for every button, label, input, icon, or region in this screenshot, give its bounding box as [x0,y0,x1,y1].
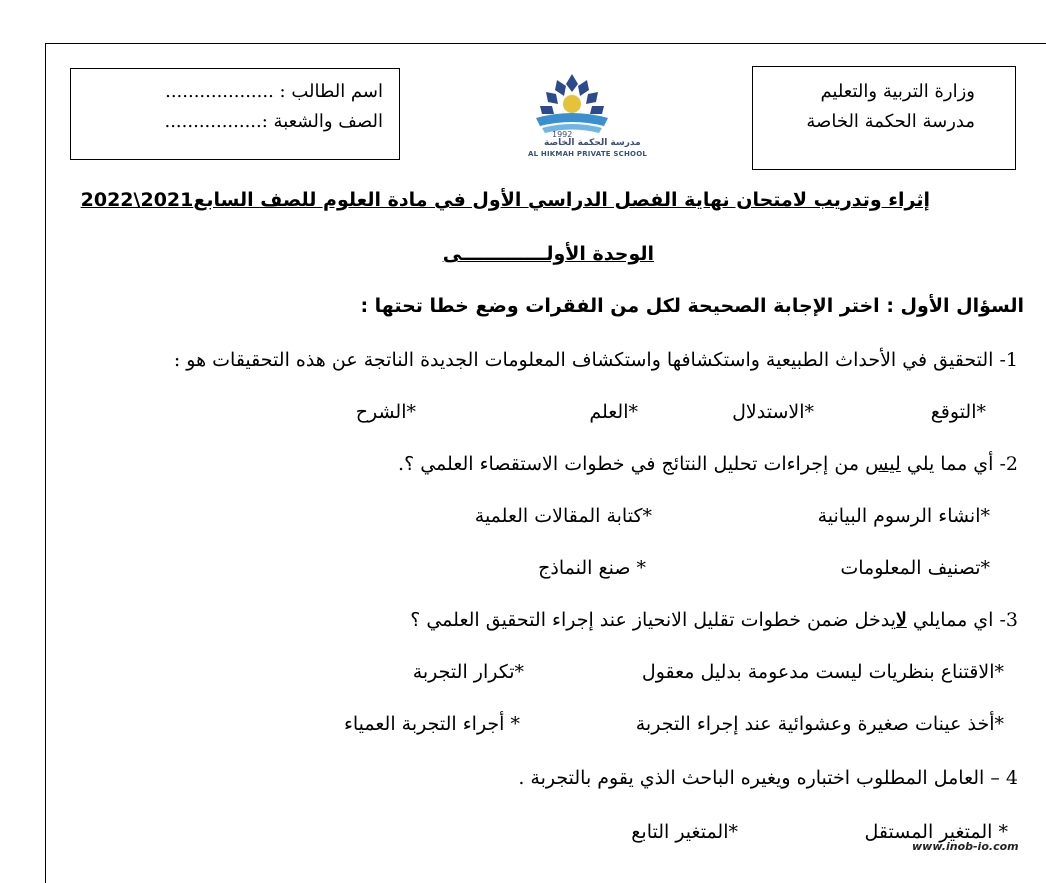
ministry-box [752,66,1016,170]
question-1-text: 1- التحقيق في الأحداث الطبيعية واستكشافها واستكشاف المعلومات الجديدة الناتجة عن هذه التحقيقات هو : [173,349,1018,371]
question-3-text-start: 3- اي ممايلي [906,609,1018,631]
question-2-emphasis: ليس [865,453,901,475]
student-info-box [70,68,400,160]
question-3-option-a[interactable]: *الاقتناع بنظريات ليست مدعومة بدليل معقول [641,661,1004,683]
question-3-text-end: يدخل ضمن خطوات تقليل الانحياز عند إجراء التحقيق العلمي ؟ [410,609,896,631]
question-2-option-b[interactable]: *كتابة المقالات العلمية [474,505,652,527]
question-2-text-end: من إجراءات تحليل النتائج في خطوات الاستقصاء العلمي ؟. [398,453,866,475]
logo-english-name: AL HIKMAH PRIVATE SCHOOL [528,150,648,158]
logo-emblem-icon [536,74,608,133]
question-4-option-b[interactable]: *المتغير التابع [631,821,738,843]
question-2-text-start: 2- أي مما يلي [900,453,1018,475]
question-3-option-d[interactable]: * أجراء التجربة العمياء [343,713,520,735]
question-4-option-a[interactable]: * المتغير المستقل [864,821,1008,843]
question-1-option-d[interactable]: *الشرح [355,401,416,423]
question-3-text [410,606,1018,634]
question-heading: السؤال الأول : اختر الإجابة الصحيحة لكل من الفقرات وضع خطا تحتها : [360,295,1024,317]
question-3-emphasis: لا [896,609,907,631]
question-2-option-d[interactable]: * صنع النماذج [538,557,646,579]
ministry-name: وزارة التربية والتعليم [820,81,975,102]
question-4-text: 4 – العامل المطلوب اختباره ويغيره الباحث الذي يقوم بالتجربة . [518,767,1018,789]
question-1-option-c[interactable]: *العلم [589,401,638,423]
logo-year: 1992 [552,130,573,139]
exam-title: إثراء وتدريب لامتحان نهاية الفصل الدراسي الأول في مادة العلوم للصف السابع2021\2022 [80,189,930,211]
unit-title: الوحدة الأولـــــــــــــى [442,243,654,265]
watermark-text: www.inob-io.com [912,840,1019,853]
question-3-option-b[interactable]: *تكرار التجربة [412,661,524,683]
question-3-option-c[interactable]: *أخذ عينات صغيرة وعشوائية عند إجراء التجربة [635,713,1004,735]
logo-arabic-name: مدرسة الحكمة الخاصة [544,138,641,148]
question-1-option-b[interactable]: *الاستدلال [732,401,814,423]
student-name-line: اسم الطالب : ................... [165,81,383,102]
school-name: مدرسة الحكمة الخاصة [806,111,975,132]
question-2-option-c[interactable]: *تصنيف المعلومات [840,557,990,579]
question-2-text [398,450,1018,478]
question-1-option-a[interactable]: *التوقع [930,401,986,423]
question-2-option-a[interactable]: *انشاء الرسوم البيانية [817,505,990,527]
student-class-line: الصف والشعبة :................. [164,111,383,132]
